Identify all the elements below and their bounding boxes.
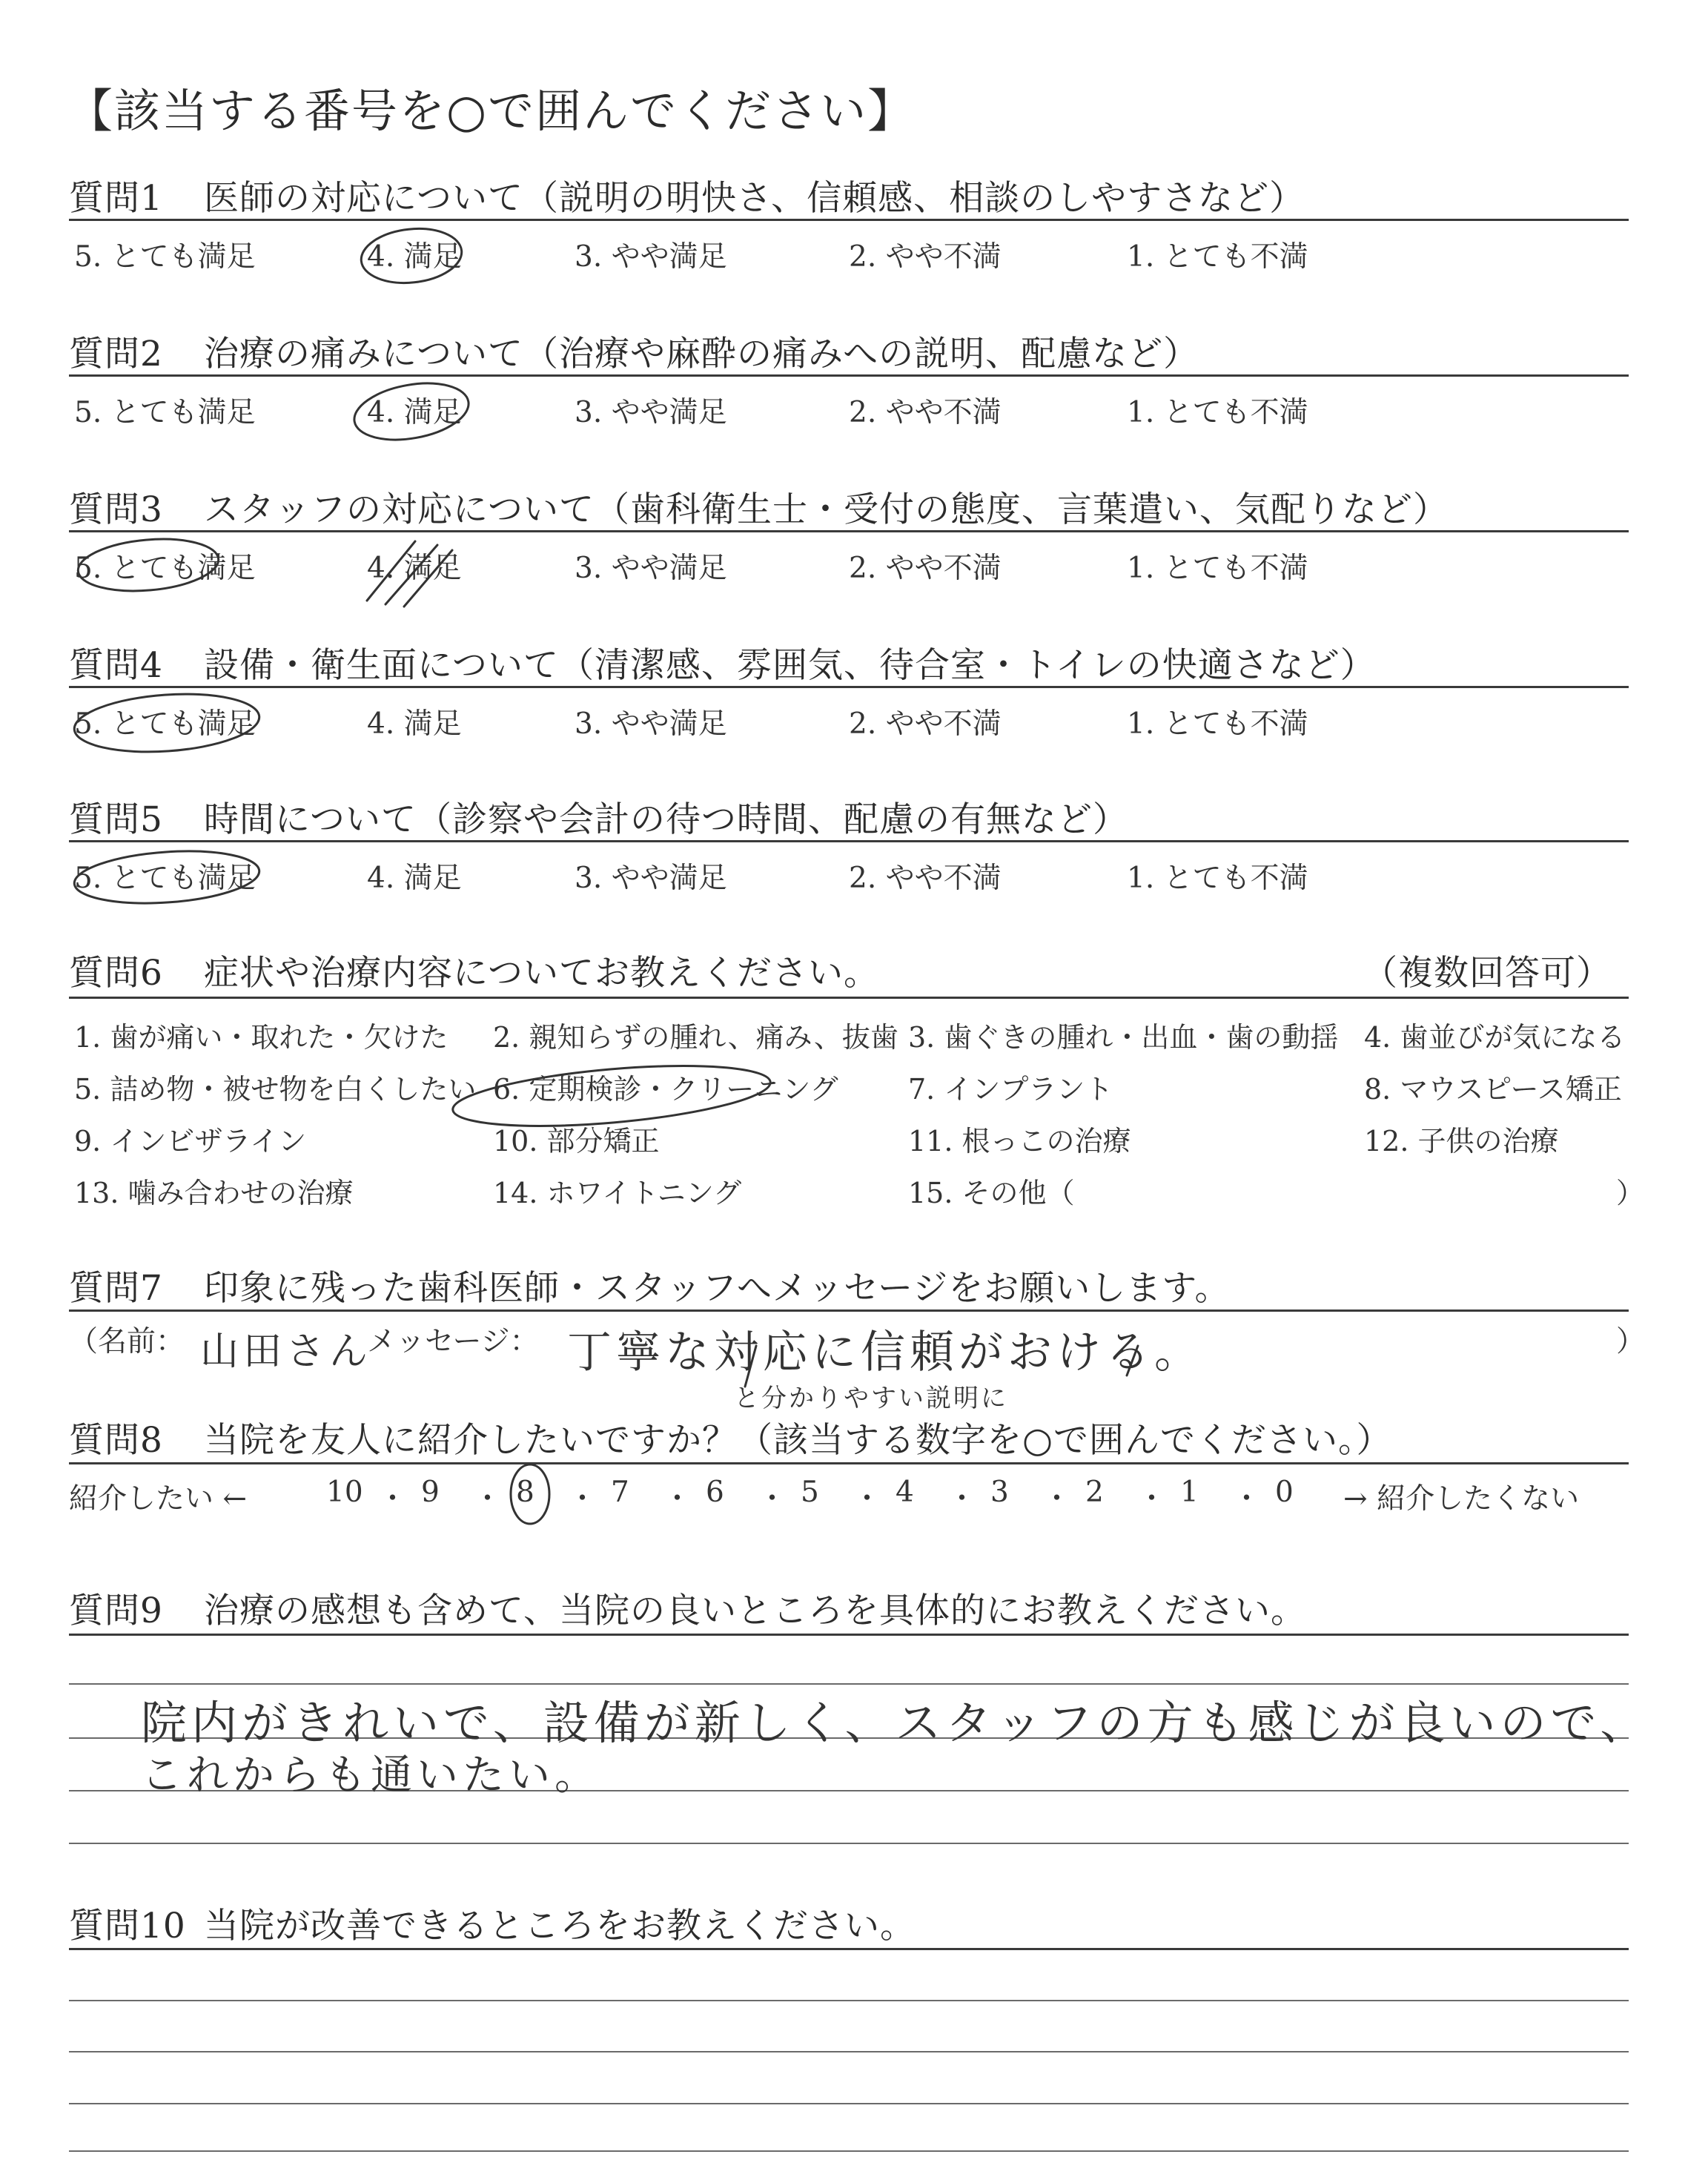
q5-option[interactable]: 4. 満足 [367,862,462,895]
q8-scale-value[interactable]: 4 [896,1476,914,1509]
q4-option[interactable]: 3. やや満足 [575,707,727,741]
q9-text: 治療の感想も含めて、当院の良いところを具体的にお教えください。 [204,1591,1307,1631]
q8-scale-dot: ・ [1042,1482,1072,1516]
q3-text: スタッフの対応について（歯科衛生士・受付の態度、言葉遣い、気配りなど） [204,489,1449,530]
q8-scale-value[interactable]: 6 [706,1476,724,1509]
q6-option[interactable]: 5. 詰め物・被せ物を白くしたい [74,1073,477,1106]
q8-scale-value[interactable]: 2 [1085,1476,1104,1509]
q6-option[interactable]: 8. マウスピース矯正 [1364,1073,1622,1106]
q6-option[interactable]: 3. 歯ぐきの腫れ・出血・歯の動揺 [908,1021,1339,1054]
q3-option[interactable]: 4. 満足 [367,552,462,585]
q5-text: 時間について（診察や会計の待つ時間、配慮の有無など） [204,799,1129,840]
write-line [69,2051,1629,2052]
q8-scale-value[interactable]: 5 [801,1476,819,1509]
q6-label: 質問6 [69,953,163,994]
q2-text: 治療の痛みについて（治療や麻酔の痛みへの説明、配慮など） [204,334,1199,374]
write-line [69,2000,1629,2001]
q8-scale-value[interactable]: 1 [1180,1476,1199,1509]
q7-text: 印象に残った歯科医師・スタッフへメッセージをお願いします。 [204,1268,1231,1309]
q2-option[interactable]: 1. とても不満 [1127,396,1308,429]
q8-scale-value[interactable]: 9 [421,1476,440,1509]
q6-option[interactable]: 15. その他（ [908,1177,1075,1209]
q8-text: 当院を友人に紹介したいですか？（該当する数字を○で囲んでください。） [204,1420,1392,1461]
q8-right-label: → 紹介したくない [1343,1482,1580,1516]
q9-rule [69,1634,1629,1636]
q1-option[interactable]: 3. やや満足 [575,240,727,274]
q5-option[interactable]: 5. とても満足 [74,862,256,895]
write-line [69,2103,1629,2104]
q6-rule [69,997,1629,999]
q4-rule [69,686,1629,688]
q3-option[interactable]: 5. とても満足 [74,552,256,585]
q2-option[interactable]: 2. やや不満 [849,396,1002,429]
q9-answer-line-1: 院内がきれいで、設備が新しく、スタッフの方も感じが良いので、 [141,1696,1651,1750]
q10-rule [69,1948,1629,1950]
q2-option[interactable]: 5. とても満足 [74,396,256,429]
q7-rule [69,1309,1629,1312]
q8-scale-dot: ・ [1232,1482,1262,1516]
q4-option[interactable]: 5. とても満足 [74,707,256,741]
q6-option[interactable]: 12. 子供の治療 [1364,1125,1559,1157]
q7-close-paren: ） [1616,1325,1646,1358]
page-title: 【該当する番号を○で囲んでください】 [67,84,916,138]
q1-option[interactable]: 5. とても満足 [74,240,256,274]
q7-message-label: メッセージ： [367,1325,539,1358]
q6-option[interactable]: 11. 根っこの治療 [908,1125,1131,1157]
q6-option[interactable]: 9. インビザライン [74,1125,307,1157]
q9-answer-line-2: これからも通いたい。 [141,1751,600,1800]
q1-text: 医師の対応について（説明の明快さ、信頼感、相談のしやすさなど） [204,178,1305,219]
q8-label: 質問8 [69,1420,163,1461]
q7-name-label: （名前： [69,1325,185,1358]
q6-close-paren: ） [1616,1177,1645,1209]
q7-label: 質問7 [69,1268,163,1309]
q8-scale-dot: ・ [473,1482,503,1516]
q3-option[interactable]: 2. やや不満 [849,552,1002,585]
q8-scale-value[interactable]: 0 [1275,1476,1294,1509]
q1-rule [69,219,1629,221]
q8-scale-dot: ・ [568,1482,598,1516]
q5-rule [69,840,1629,842]
q8-scale-dot: ・ [758,1482,787,1516]
q8-scale-value[interactable]: 3 [990,1476,1009,1509]
q2-option[interactable]: 3. やや満足 [575,396,727,429]
q8-scale-dot: ・ [663,1482,692,1516]
write-line [69,1683,1629,1685]
q4-label: 質問4 [69,645,163,686]
q8-scale-value[interactable]: 10 [326,1476,363,1509]
q10-label: 質問10 [69,1906,186,1946]
q6-option[interactable]: 6. 定期検診・クリーニング [493,1073,838,1106]
write-line [69,2150,1629,2152]
q6-option[interactable]: 14. ホワイトニング [493,1177,742,1209]
q8-scale-value[interactable]: 8 [516,1476,534,1509]
q6-option[interactable]: 10. 部分矯正 [493,1125,660,1157]
q8-scale-dot: ・ [378,1482,408,1516]
q8-left-label: 紹介したい ← [69,1482,248,1516]
q5-option[interactable]: 1. とても不満 [1127,862,1308,895]
q2-option[interactable]: 4. 満足 [367,396,462,429]
q2-rule [69,374,1629,377]
q1-option[interactable]: 1. とても不満 [1127,240,1308,274]
q4-option[interactable]: 2. やや不満 [849,707,1002,741]
q6-note: （複数回答可） [1363,953,1612,994]
q3-option[interactable]: 3. やや満足 [575,552,727,585]
q3-rule [69,530,1629,532]
q6-option[interactable]: 1. 歯が痛い・取れた・欠けた [74,1021,448,1054]
q4-option[interactable]: 1. とても不満 [1127,707,1308,741]
q1-option[interactable]: 2. やや不満 [849,240,1002,274]
q7-message-insert: と分かりやすい説明に [734,1384,1008,1413]
q6-option[interactable]: 2. 親知らずの腫れ、痛み、抜歯 [493,1021,898,1054]
q6-text: 症状や治療内容についてお教えください。 [204,953,880,994]
q4-text: 設備・衛生面について（清潔感、雰囲気、待合室・トイレの快適さなど） [204,645,1376,686]
q8-rule [69,1462,1629,1464]
q3-option[interactable]: 1. とても不満 [1127,552,1308,585]
q8-scale-dot: ・ [853,1482,882,1516]
q10-text: 当院が改善できるところをお教えください。 [204,1906,916,1946]
q6-option[interactable]: 4. 歯並びが気になる [1364,1021,1626,1054]
q8-scale-dot: ・ [1137,1482,1167,1516]
q6-option[interactable]: 7. インプラント [908,1073,1113,1106]
q6-option[interactable]: 13. 噛み合わせの治療 [74,1177,354,1209]
q8-scale-dot: ・ [947,1482,977,1516]
q5-option[interactable]: 2. やや不満 [849,862,1002,895]
q4-option[interactable]: 4. 満足 [367,707,462,741]
q1-option[interactable]: 4. 満足 [367,240,462,274]
write-line [69,1843,1629,1844]
q2-label: 質問2 [69,334,163,374]
q7-message-value: 丁寧な対応に信頼がおける。 [567,1327,1203,1378]
q3-label: 質問3 [69,489,163,530]
q7-name-value: 山田さん [200,1330,373,1374]
q8-scale-value[interactable]: 7 [611,1476,629,1509]
q9-label: 質問9 [69,1591,163,1631]
q5-label: 質問5 [69,799,163,840]
q5-option[interactable]: 3. やや満足 [575,862,727,895]
q1-label: 質問1 [69,178,163,219]
